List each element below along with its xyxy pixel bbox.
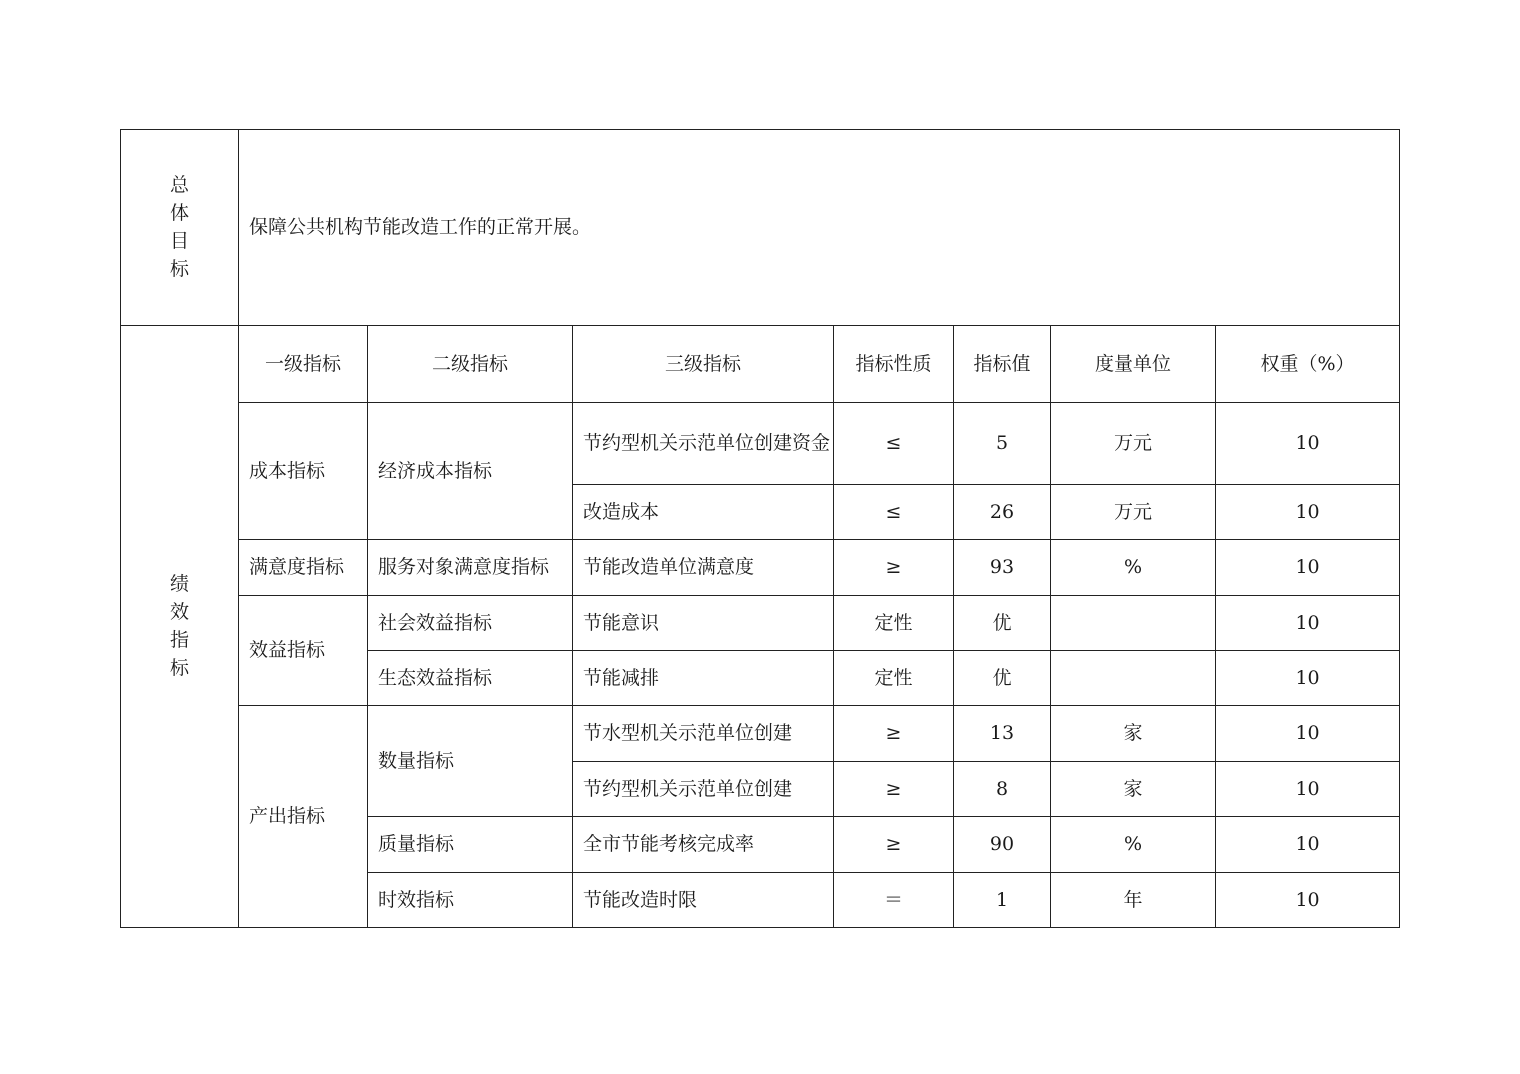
table-row bbox=[121, 706, 1400, 762]
performance-label-cell bbox=[121, 326, 239, 928]
level2-service-satisfaction: 服务对象满意度指标 bbox=[368, 540, 573, 596]
unit-cell bbox=[1051, 651, 1216, 706]
header-weight: 权重（%） bbox=[1216, 326, 1400, 403]
level3-cell: 节能意识 bbox=[573, 596, 834, 651]
weight-cell: 10 bbox=[1216, 873, 1400, 928]
weight-cell: 10 bbox=[1216, 817, 1400, 873]
weight-cell: 10 bbox=[1216, 706, 1400, 762]
level3-cell: 节约型机关示范单位创建 bbox=[573, 762, 834, 817]
unit-cell: 万元 bbox=[1051, 403, 1216, 485]
weight-cell: 10 bbox=[1216, 540, 1400, 596]
value-cell: 93 bbox=[954, 540, 1051, 596]
weight-cell: 10 bbox=[1216, 596, 1400, 651]
unit-cell: 万元 bbox=[1051, 485, 1216, 540]
overall-goal-row bbox=[121, 130, 1400, 326]
weight-cell: 10 bbox=[1216, 485, 1400, 540]
nature-cell: ≥ bbox=[834, 817, 954, 873]
unit-cell: % bbox=[1051, 817, 1216, 873]
value-cell: 26 bbox=[954, 485, 1051, 540]
unit-cell: 家 bbox=[1051, 762, 1216, 817]
level3-cell: 节水型机关示范单位创建 bbox=[573, 706, 834, 762]
value-cell: 8 bbox=[954, 762, 1051, 817]
value-cell: 优 bbox=[954, 596, 1051, 651]
level3-cell: 节能改造单位满意度 bbox=[573, 540, 834, 596]
weight-cell: 10 bbox=[1216, 403, 1400, 485]
value-cell: 1 bbox=[954, 873, 1051, 928]
performance-label: 绩效指标 bbox=[169, 573, 189, 679]
level2-timeliness: 时效指标 bbox=[368, 873, 573, 928]
level2-quality: 质量指标 bbox=[368, 817, 573, 873]
nature-cell: ≥ bbox=[834, 540, 954, 596]
level2-economic-cost: 经济成本指标 bbox=[368, 403, 573, 540]
level1-benefit: 效益指标 bbox=[239, 596, 368, 706]
nature-cell: ≥ bbox=[834, 762, 954, 817]
nature-cell: 定性 bbox=[834, 596, 954, 651]
overall-goal-label-cell bbox=[121, 130, 239, 326]
table-row bbox=[121, 596, 1400, 651]
level3-cell: 节能减排 bbox=[573, 651, 834, 706]
table-row bbox=[121, 403, 1400, 485]
level2-social-benefit: 社会效益指标 bbox=[368, 596, 573, 651]
value-cell: 5 bbox=[954, 403, 1051, 485]
header-level2: 二级指标 bbox=[368, 326, 573, 403]
level1-satisfaction: 满意度指标 bbox=[239, 540, 368, 596]
unit-cell: 家 bbox=[1051, 706, 1216, 762]
weight-cell: 10 bbox=[1216, 651, 1400, 706]
level1-cost: 成本指标 bbox=[239, 403, 368, 540]
level3-cell: 全市节能考核完成率 bbox=[573, 817, 834, 873]
value-cell: 13 bbox=[954, 706, 1051, 762]
level2-quantity: 数量指标 bbox=[368, 706, 573, 817]
overall-goal-text: 保障公共机构节能改造工作的正常开展。 bbox=[239, 130, 1400, 326]
level2-eco-benefit: 生态效益指标 bbox=[368, 651, 573, 706]
unit-cell: 年 bbox=[1051, 873, 1216, 928]
level3-cell: 节约型机关示范单位创建资金 bbox=[573, 403, 834, 485]
weight-cell: 10 bbox=[1216, 762, 1400, 817]
header-nature: 指标性质 bbox=[834, 326, 954, 403]
unit-cell: % bbox=[1051, 540, 1216, 596]
table-row bbox=[121, 540, 1400, 596]
header-level3: 三级指标 bbox=[573, 326, 834, 403]
nature-cell: ≥ bbox=[834, 706, 954, 762]
value-cell: 90 bbox=[954, 817, 1051, 873]
nature-cell: ≤ bbox=[834, 403, 954, 485]
level3-cell: 改造成本 bbox=[573, 485, 834, 540]
nature-cell: ≤ bbox=[834, 485, 954, 540]
performance-target-table bbox=[120, 129, 1400, 928]
header-level1: 一级指标 bbox=[239, 326, 368, 403]
header-row bbox=[121, 326, 1400, 403]
level1-output: 产出指标 bbox=[239, 706, 368, 928]
nature-cell: ＝ bbox=[834, 873, 954, 928]
header-value: 指标值 bbox=[954, 326, 1051, 403]
value-cell: 优 bbox=[954, 651, 1051, 706]
unit-cell bbox=[1051, 596, 1216, 651]
level3-cell: 节能改造时限 bbox=[573, 873, 834, 928]
overall-goal-label: 总体目标 bbox=[169, 174, 189, 280]
header-unit: 度量单位 bbox=[1051, 326, 1216, 403]
nature-cell: 定性 bbox=[834, 651, 954, 706]
